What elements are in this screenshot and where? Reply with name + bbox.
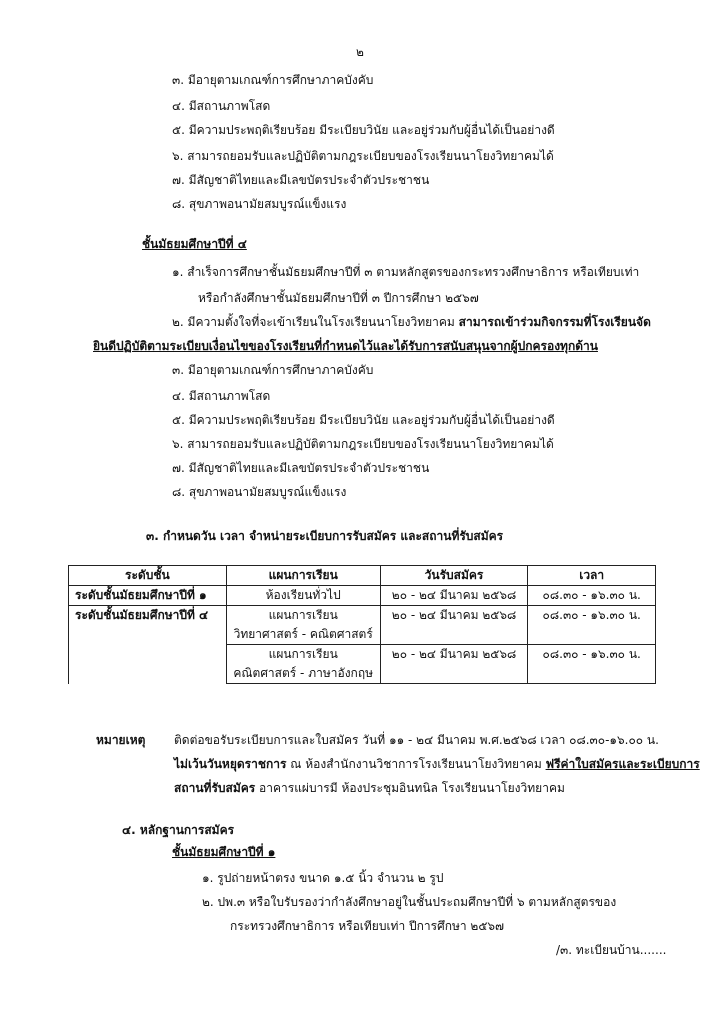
m4-item-2-line2: ยินดีปฏิบัติตามระเบียบเงื่อนไขของโรงเรียนที่กำหนดไว้และได้รับการสนับสนุนจากผู้ปกครองทุกด้าน <box>93 339 598 353</box>
row2-level: ระดับชั้นมัธยมศึกษาปีที่ ๔ <box>69 606 227 684</box>
m4-item-2-plain: ๒. มีความตั้งใจที่จะเข้าเรียนในโรงเรียนนาโยงวิทยาคม <box>172 315 459 329</box>
m4-item-6: ๖. สามารถยอมรับและปฏิบัติตามกฎระเบียบของโรงเรียนนาโยงวิทยาคมได้ <box>172 437 554 451</box>
section-4-item-2-line2: กระทรวงศึกษาธิการ หรือเทียบเท่า ปีการศึกษา ๒๕๖๗ <box>230 919 505 933</box>
note-line-2 <box>174 756 700 772</box>
section-3-heading: ๓. กำหนดวัน เวลา จำหน่ายระเบียบการรับสมัคร และสถานที่รับสมัคร <box>146 529 504 543</box>
note-line-1: ติดต่อขอรับระเบียบการและใบสมัคร วันที่ ๑๑ - ๒๔ มีนาคม พ.ศ.๒๕๖๘ เวลา ๐๘.๓๐-๑๖.๐๐ น. <box>174 733 659 747</box>
table-header-row <box>69 566 656 586</box>
m4-heading: ชั้นมัธยมศึกษาปีที่ ๔ <box>142 237 247 251</box>
header-level: ระดับชั้น <box>69 566 227 586</box>
m1-item-3: ๓. มีอายุตามเกณฑ์การศึกษาภาคบังคับ <box>172 73 374 87</box>
m4-item-2-bold: สามารถเข้าร่วมกิจกรรมที่โรงเรียนจัด <box>458 315 651 329</box>
page-number: ๒ <box>356 45 364 59</box>
note-line-3 <box>174 780 565 796</box>
m1-item-4: ๔. มีสถานภาพโสด <box>172 99 271 113</box>
note-venue-label: สถานที่รับสมัคร <box>174 781 256 795</box>
row2-plan <box>226 606 380 645</box>
table-row <box>69 606 656 645</box>
note-free: ฟรีค่าใบสมัครและระเบียบการ <box>545 757 700 771</box>
row2-plan-b: วิทยาศาสตร์ - คณิตศาสตร์ <box>233 627 373 641</box>
row3-plan <box>226 645 380 684</box>
note-venue: อาคารแผ่บารมี ห้องประชุมอินทนิล โรงเรียนนาโยงวิทยาคม <box>255 781 565 795</box>
row3-plan-a: แผนการเรียน <box>268 647 338 661</box>
m4-item-8: ๘. สุขภาพอนามัยสมบูรณ์แข็งแรง <box>172 485 347 499</box>
m1-item-6: ๖. สามารถยอมรับและปฏิบัติตามกฎระเบียบของโรงเรียนนาโยงวิทยาคมได้ <box>172 149 554 163</box>
section-4-sub: ชั้นมัธยมศึกษาปีที่ ๑ <box>172 845 276 859</box>
note-office: ณ ห้องสำนักงานวิชาการโรงเรียนนาโยงวิทยาคม <box>286 757 546 771</box>
row2-plan-a: แผนการเรียน <box>268 608 338 622</box>
m4-item-3: ๓. มีอายุตามเกณฑ์การศึกษาภาคบังคับ <box>172 363 374 377</box>
m4-item-1-line1: ๑. สำเร็จการศึกษาชั้นมัธยมศึกษาปีที่ ๓ ตามหลักสูตรของกระทรวงศึกษาธิการ หรือเทียบเท่า <box>172 265 640 279</box>
continuation-note: /๓. ทะเบียนบ้าน....... <box>556 943 667 957</box>
row2-date: ๒๐ - ๒๔ มีนาคม ๒๕๖๘ <box>380 606 528 645</box>
schedule-table <box>68 565 656 684</box>
section-4-heading: ๔. หลักฐานการสมัคร <box>122 823 235 837</box>
row1-date: ๒๐ - ๒๔ มีนาคม ๒๕๖๘ <box>380 586 528 606</box>
header-date: วันรับสมัคร <box>380 566 528 586</box>
row1-plan: ห้องเรียนทั่วไป <box>226 586 380 606</box>
header-plan: แผนการเรียน <box>226 566 380 586</box>
row1-level: ระดับชั้นมัธยมศึกษาปีที่ ๑ <box>69 586 227 606</box>
header-time: เวลา <box>528 566 656 586</box>
table-row <box>69 586 656 606</box>
m4-item-4: ๔. มีสถานภาพโสด <box>172 389 271 403</box>
row1-time: ๐๘.๓๐ - ๑๖.๓๐ น. <box>528 586 656 606</box>
m1-item-8: ๘. สุขภาพอนามัยสมบูรณ์แข็งแรง <box>172 197 347 211</box>
note-label: หมายเหตุ <box>96 733 146 747</box>
m1-item-7: ๗. มีสัญชาติไทยและมีเลขบัตรประจำตัวประชาชน <box>172 173 430 187</box>
section-4-item-2-line1: ๒. ปพ.๓ หรือใบรับรองว่ากำลังศึกษาอยู่ในชั้นประถมศึกษาปีที่ ๖ ตามหลักสูตรของ <box>202 895 617 909</box>
row3-date: ๒๐ - ๒๔ มีนาคม ๒๕๖๘ <box>380 645 528 684</box>
row2-time: ๐๘.๓๐ - ๑๖.๓๐ น. <box>528 606 656 645</box>
m4-item-5: ๕. มีความประพฤติเรียบร้อย มีระเบียบวินัย และอยู่ร่วมกับผู้อื่นได้เป็นอย่างดี <box>172 413 555 427</box>
m4-item-1-line2: หรือกำลังศึกษาชั้นมัธยมศึกษาปีที่ ๓ ปีการศึกษา ๒๕๖๗ <box>198 291 479 305</box>
m1-item-5: ๕. มีความประพฤติเรียบร้อย มีระเบียบวินัย และอยู่ร่วมกับผู้อื่นได้เป็นอย่างดี <box>172 123 555 137</box>
section-4-item-1: ๑. รูปถ่ายหน้าตรง ขนาด ๑.๕ นิ้ว จำนวน ๒ รูป <box>202 871 444 885</box>
row3-plan-b: คณิตศาสตร์ - ภาษาอังกฤษ <box>233 666 373 680</box>
row3-time: ๐๘.๓๐ - ๑๖.๓๐ น. <box>528 645 656 684</box>
note-no-holiday: ไม่เว้นวันหยุดราชการ <box>174 757 287 771</box>
m4-item-2-line1 <box>172 314 651 330</box>
m4-item-7: ๗. มีสัญชาติไทยและมีเลขบัตรประจำตัวประชาชน <box>172 461 430 475</box>
